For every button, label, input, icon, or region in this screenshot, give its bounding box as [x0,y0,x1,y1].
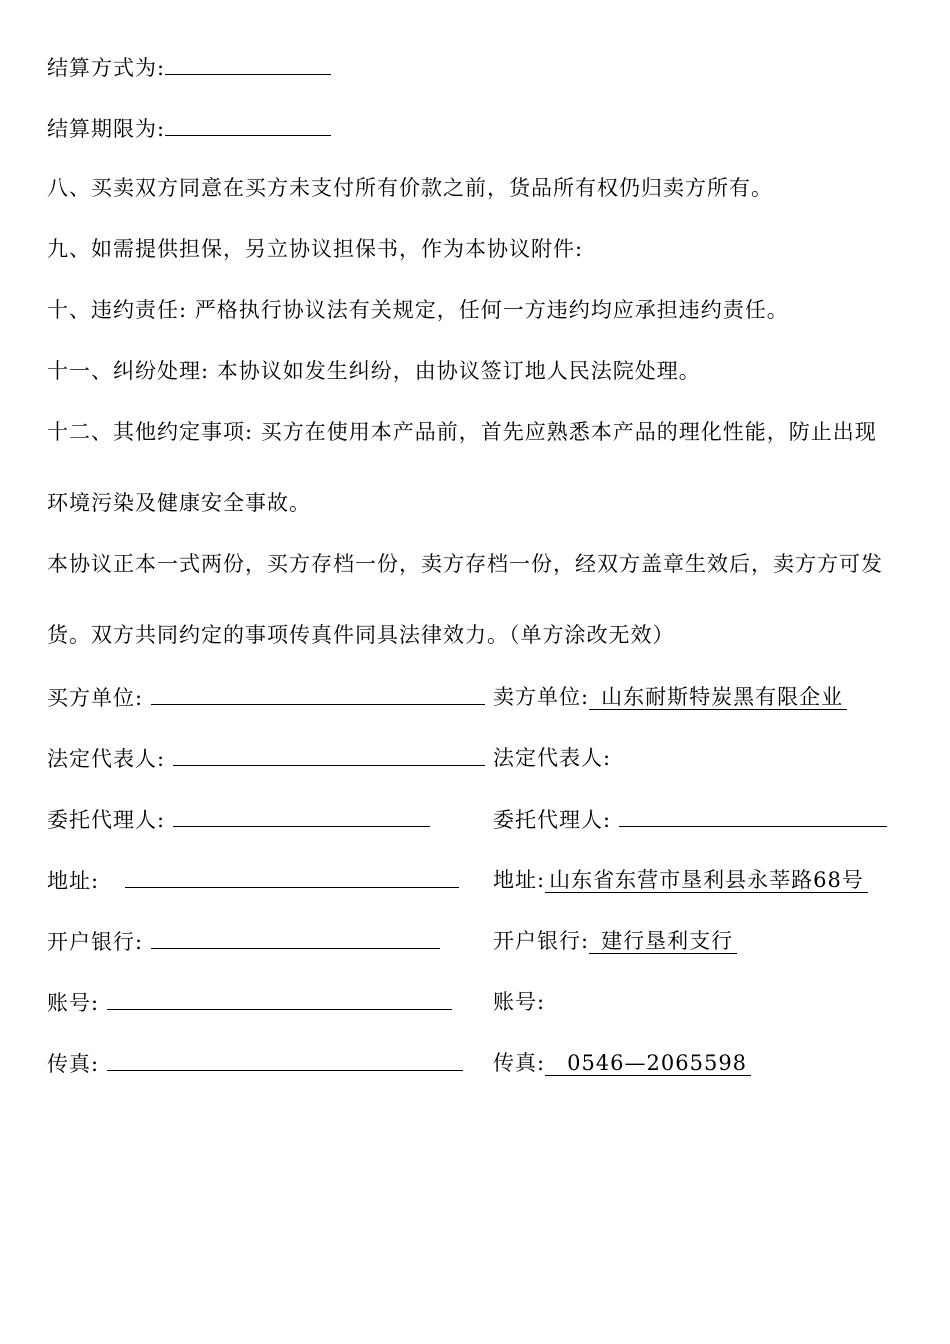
seller-bank-row [493,926,737,956]
seller-fax-row [493,1048,751,1078]
seller-legal-rep-label: 法定代表人: [493,746,612,770]
clause-8: 八、买卖双方同意在买方未支付所有价款之前，货品所有权仍归卖方所有。 [47,176,773,200]
buyer-unit-label: 买方单位: [47,686,144,710]
buyer-bank-label: 开户银行: [47,930,144,954]
seller-agent-label: 委托代理人: [493,808,612,832]
seller-account-row [493,987,545,1017]
seller-legal-rep-row [493,743,611,773]
settlement-method-row [47,52,331,83]
buyer-account-blank [107,987,452,1010]
buyer-unit-blank [151,682,485,705]
seller-unit-value: 山东耐斯特炭黑有限企业 [589,685,847,710]
buyer-fax-blank [107,1048,463,1071]
seller-fax-label: 传真: [493,1051,546,1075]
copies-line-1: 本协议正本一式两份，买方存档一份，卖方存档一份，经双方盖章生效后，卖方方可发 [47,552,883,576]
seller-agent-blank [619,804,887,827]
seller-agent-row [493,804,887,835]
buyer-address-row [47,865,459,896]
buyer-fax-label: 传真: [47,1052,100,1076]
seller-unit-label: 卖方单位: [493,685,590,709]
buyer-bank-row [47,926,440,957]
clause-10: 十、违约责任: 严格执行协议法有关规定，任何一方违约均应承担违约责任。 [47,298,789,322]
buyer-account-label: 账号: [47,991,100,1015]
settlement-period-label: 结算期限为: [47,117,166,141]
settlement-period-row [47,113,331,144]
settlement-method-label: 结算方式为: [47,56,166,80]
clause-12-line-2: 环境污染及健康安全事故。 [47,491,311,515]
seller-bank-label: 开户银行: [493,929,590,953]
buyer-legal-rep-label: 法定代表人: [47,747,166,771]
clause-12-line-1: 十二、其他约定事项: 买方在使用本产品前，首先应熟悉本产品的理化性能，防止出现 [47,420,877,444]
buyer-agent-row [47,804,430,835]
seller-account-label: 账号: [493,990,546,1014]
clause-11: 十一、纠纷处理: 本协议如发生纠纷，由协议签订地人民法院处理。 [47,359,701,383]
seller-bank-value: 建行垦利支行 [589,929,737,954]
buyer-unit-row [47,682,485,713]
buyer-address-label: 地址: [47,869,100,893]
buyer-legal-rep-blank [173,743,485,766]
buyer-agent-blank [173,804,430,827]
buyer-bank-blank [151,926,440,949]
seller-unit-row [493,682,847,712]
settlement-method-blank [165,52,331,75]
clause-9: 九、如需提供担保，另立协议担保书，作为本协议附件: [47,237,584,261]
seller-fax-value: 0546—2065598 [545,1051,751,1076]
buyer-fax-row [47,1048,463,1079]
seller-address-label: 地址: [493,868,546,892]
buyer-legal-rep-row [47,743,485,774]
settlement-period-blank [165,113,331,136]
buyer-address-blank [125,865,459,888]
seller-address-value: 山东省东营市垦利县永莘路68号 [545,868,868,893]
buyer-account-row [47,987,452,1018]
copies-line-2: 货。双方共同约定的事项传真件同具法律效力。（单方涂改无效） [47,623,675,647]
buyer-agent-label: 委托代理人: [47,808,166,832]
seller-address-row [493,865,868,895]
